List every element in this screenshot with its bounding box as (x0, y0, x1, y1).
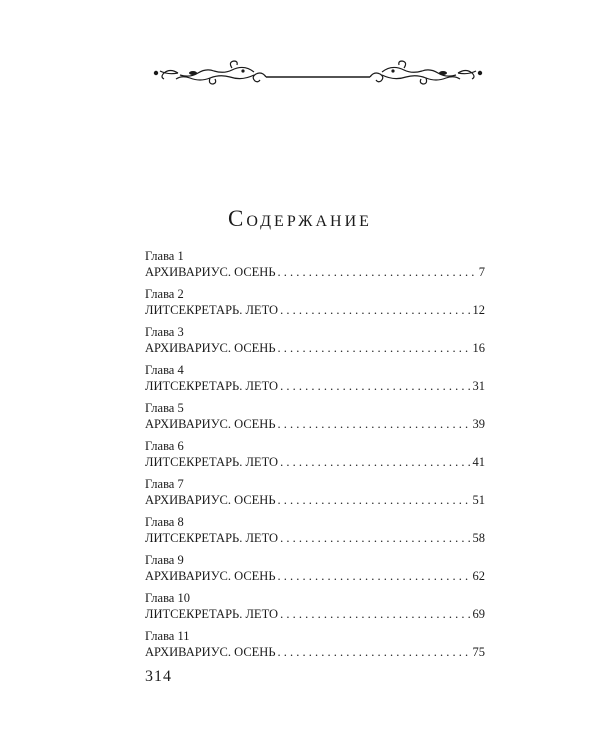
page-ref: 58 (472, 531, 485, 545)
toc-entry (145, 400, 485, 438)
dot-leader (278, 264, 477, 281)
toc-entry (145, 362, 485, 400)
toc-line (145, 264, 485, 281)
page-ref: 31 (472, 379, 485, 393)
chapter-label: Глава 6 (145, 439, 184, 453)
toc-entry (145, 590, 485, 628)
dot-leader (280, 530, 470, 547)
toc-line (145, 378, 485, 395)
page-ref: 69 (472, 607, 485, 621)
chapter-title: АРХИВАРИУС. ОСЕНЬ (145, 645, 276, 659)
chapter-title: ЛИТСЕКРЕТАРЬ. ЛЕТО (145, 455, 279, 469)
toc-entry (145, 628, 485, 666)
chapter-label: Глава 2 (145, 287, 184, 301)
chapter-label: Глава 5 (145, 401, 184, 415)
chapter-label: Глава 4 (145, 363, 184, 377)
page-number: 314 (145, 668, 172, 685)
dot-leader (278, 644, 471, 661)
chapter-title: ЛИТСЕКРЕТАРЬ. ЛЕТО (145, 607, 279, 621)
page-ref: 51 (472, 493, 485, 507)
page-ref: 41 (472, 455, 485, 469)
chapter-label: Глава 3 (145, 325, 184, 339)
chapter-label: Глава 10 (145, 591, 190, 605)
chapter-title: ЛИТСЕКРЕТАРЬ. ЛЕТО (145, 379, 279, 393)
chapter-label: Глава 9 (145, 553, 184, 567)
toc-line (145, 568, 485, 585)
dot-leader (278, 340, 471, 357)
chapter-title: АРХИВАРИУС. ОСЕНЬ (145, 341, 276, 355)
dot-leader (280, 454, 470, 471)
dot-leader (278, 568, 471, 585)
toc-title: Содержание (228, 206, 372, 231)
toc-entry (145, 286, 485, 324)
ornament-icon (148, 58, 488, 88)
chapter-title: АРХИВАРИУС. ОСЕНЬ (145, 417, 276, 431)
chapter-label: Глава 7 (145, 477, 184, 491)
dot-leader (280, 606, 470, 623)
chapter-label: Глава 8 (145, 515, 184, 529)
toc-entry (145, 476, 485, 514)
chapter-title: АРХИВАРИУС. ОСЕНЬ (145, 493, 276, 507)
toc-line (145, 454, 485, 471)
toc-entry (145, 438, 485, 476)
dot-leader (278, 492, 471, 509)
page-ref: 62 (472, 569, 485, 583)
toc-line (145, 340, 485, 357)
dot-leader (280, 378, 470, 395)
chapter-title: ЛИТСЕКРЕТАРЬ. ЛЕТО (145, 531, 279, 545)
chapter-title: АРХИВАРИУС. ОСЕНЬ (145, 265, 276, 279)
toc-line (145, 302, 485, 319)
toc-entry (145, 324, 485, 362)
page-ref: 7 (478, 265, 485, 279)
chapter-label: Глава 1 (145, 249, 184, 263)
dot-leader (280, 302, 470, 319)
toc-line (145, 416, 485, 433)
page-ref: 16 (472, 341, 485, 355)
dot-leader (278, 416, 471, 433)
page-ref: 75 (472, 645, 485, 659)
toc-line (145, 606, 485, 623)
chapter-title: ЛИТСЕКРЕТАРЬ. ЛЕТО (145, 303, 279, 317)
toc-line (145, 530, 485, 547)
toc-entry (145, 248, 485, 286)
toc-line (145, 644, 485, 661)
toc-entry (145, 514, 485, 552)
chapter-title: АРХИВАРИУС. ОСЕНЬ (145, 569, 276, 583)
page-ref: 39 (472, 417, 485, 431)
toc-line (145, 492, 485, 509)
chapter-label: Глава 11 (145, 629, 190, 643)
toc-entry (145, 552, 485, 590)
toc-list (145, 248, 485, 666)
page-ref: 12 (472, 303, 485, 317)
